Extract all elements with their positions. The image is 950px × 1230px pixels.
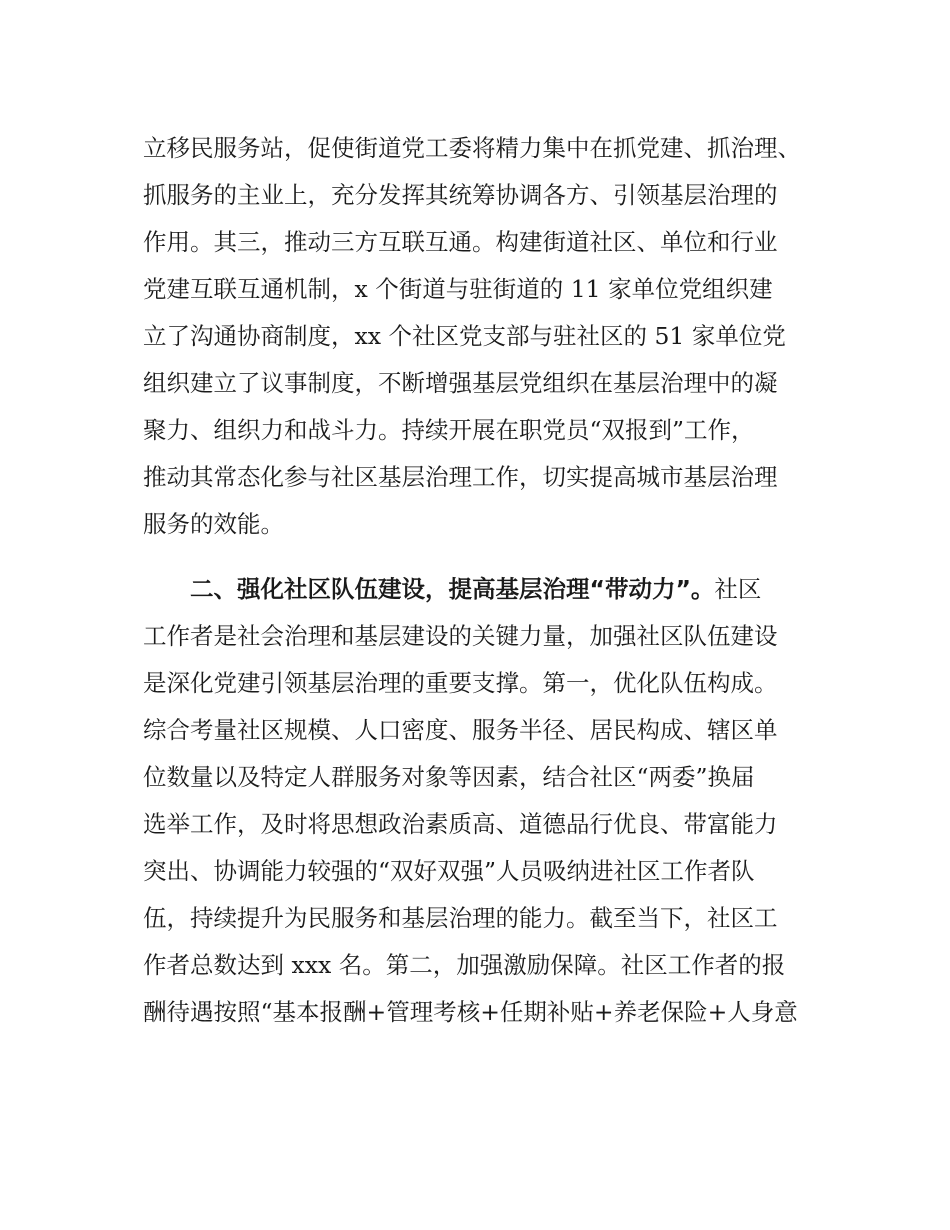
text-line: 综合考量社区规模、人口密度、服务半径、居民构成、辖区单 [143, 716, 778, 744]
text-line: 作用。其三，推动三方互联互通。构建街道社区、单位和行业 [143, 228, 778, 256]
heading-line [190, 574, 761, 604]
text-line: 位数量以及特定人群服务对象等因素，结合社区“两委”换届 [143, 763, 755, 791]
text-line: 作者总数达到 xxx 名。第二，加强激励保障。社区工作者的报 [143, 951, 786, 979]
text-line: 酬待遇按照“基本报酬+管理考核+任期补贴+养老保险+人身意 [143, 998, 798, 1026]
text-line: 立移民服务站，促使街道党工委将精力集中在抓党建、抓治理、 [143, 134, 801, 162]
text-line: 推动其常态化参与社区基层治理工作，切实提高城市基层治理 [143, 463, 778, 491]
text-line: 突出、协调能力较强的“双好双强”人员吸纳进社区工作者队 [143, 857, 755, 885]
text-line: 是深化党建引领基层治理的重要支撑。第一，优化队伍构成。 [143, 669, 778, 697]
text-line: 伍，持续提升为民服务和基层治理的能力。截至当下，社区工 [143, 904, 778, 932]
text-line: 抓服务的主业上，充分发挥其统筹协调各方、引领基层治理的 [143, 181, 778, 209]
text-line: 组织建立了议事制度，不断增强基层党组织在基层治理中的凝 [143, 369, 778, 397]
text-line: 服务的效能。 [143, 510, 284, 538]
heading-line-rest: 社区 [714, 575, 762, 603]
section-heading: 二、强化社区队伍建设，提高基层治理“带动力”。 [190, 575, 715, 603]
text-line: 工作者是社会治理和基层建设的关键力量，加强社区队伍建设 [143, 622, 778, 650]
text-line: 选举工作，及时将思想政治素质高、道德品行优良、带富能力 [143, 810, 778, 838]
text-line: 党建互联互通机制，x 个街道与驻街道的 11 家单位党组织建 [143, 275, 773, 303]
text-line: 立了沟通协商制度，xx 个社区党支部与驻社区的 51 家单位党 [143, 322, 786, 350]
text-line: 聚力、组织力和战斗力。持续开展在职党员“双报到”工作， [143, 416, 755, 444]
